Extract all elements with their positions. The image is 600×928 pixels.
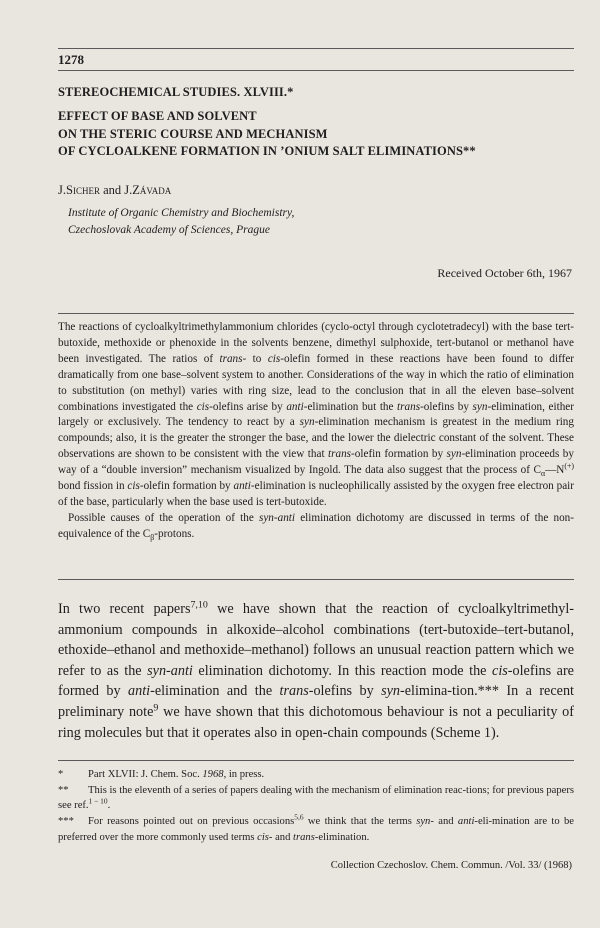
authors bbox=[58, 183, 171, 198]
footnote-mark: * bbox=[58, 769, 64, 780]
affiliation bbox=[68, 205, 294, 239]
article-title bbox=[58, 108, 578, 161]
affiliation-line: Institute of Organic Chemistry and Biochemistry, bbox=[68, 207, 295, 219]
top-rule bbox=[58, 48, 574, 49]
journal-footer: Collection Czechoslov. Chem. Commun. /Vol. 33/ (1968) bbox=[330, 860, 572, 871]
abstract bbox=[58, 320, 574, 543]
author-connector: and bbox=[99, 183, 125, 197]
abstract-top-rule bbox=[58, 313, 574, 314]
page-number: 1278 bbox=[58, 52, 84, 67]
header-rule bbox=[58, 70, 574, 71]
affiliation-line: Czechoslovak Academy of Sciences, Prague bbox=[68, 224, 270, 236]
footnote: *** For reasons pointed out on previous occasions$^{5,6}$ we think that the terms syn- and anti-eli-mination are to be preferred over the more commonly used terms cis- and trans-elimination. bbox=[58, 812, 574, 843]
abstract-paragraph: Possible causes of the operation of the syn-anti elimination dichotomy are discussed in terms of the non-equivalence of the $C_\beta$-protons. bbox=[58, 511, 575, 543]
footnote-rule bbox=[58, 760, 574, 761]
abstract-paragraph: The reactions of cycloalkyltrimethylammonium chlorides (cyclo-octyl through cyclotetradecyl) with the base tert-butoxide, methoxide or phenoxide in the solvents benzene, dimethyl sulphoxide, tert-butanol or methanol have been investigated. The ratios of trans- to cis-olefin formed in these reactions have been found to differ dramatically from one base–solvent system to another. Considerations of the way in which the ratio of elimination to substitution (on methyl) varies with ring size, lead to the conclusion that in all the eleven base–solvent combinations investigated the cis-olefins arise by anti-elimination but the trans-olefins by syn-elimination, either largely or exclusively. The tendency to react by a syn-elimination mechanism is greatest in the medium ring compounds; also, it is the greater the stronger the base, and the lower the dielectric constant of the solvent. These observations are shown to be consistent with the view that trans-olefin formation by syn-elimination proceeds by way of a “double inversion” mechanism visualized by Ingold. The data also suggest that the process of $C_\alpha—N^{(+)}$ bond fission in cis-olefin formation by anti-elimination is nucleophilically assisted by the oxygen free electron pair of the base, particularly when the base used is tert-butoxide. bbox=[58, 321, 575, 508]
author-surname: Sicher bbox=[66, 183, 100, 197]
title-line: EFFECT OF BASE AND SOLVENT bbox=[58, 109, 257, 123]
series-title: STEREOCHEMICAL STUDIES. XLVIII.* bbox=[58, 85, 294, 99]
footnotes bbox=[58, 767, 574, 846]
body-paragraph: In two recent papers$^{7,10}$ we have shown that the reaction of cycloalkyltrimethyl-ammonium compounds in alkoxide–alcohol combinations (tert-butoxide–tert-butanol, ethoxide–ethanol and methoxide–methanol) follows an unusual reaction pattern which we refer to as the syn-anti elimination dichotomy. In this reaction mode the cis-olefins are formed by anti-elimination and the trans-olefins by syn-elimina-tion.*** In a recent preliminary note$^9$ we have shown that this dichotomous behaviour is not a peculiarity of ring molecules but that it operates also in open-chain compounds (Scheme 1). bbox=[58, 599, 574, 741]
received-date: Received October 6th, 1967 bbox=[437, 266, 572, 280]
body-text bbox=[58, 599, 574, 743]
abstract-bottom-rule bbox=[58, 579, 574, 580]
author-initial: J. bbox=[58, 183, 66, 197]
author-initial: J. bbox=[124, 183, 133, 197]
footnote: ** This is the eleventh of a series of papers dealing with the mechanism of elimination reac-tions; for previous papers see ref.$^{1 - 10}$. bbox=[58, 784, 574, 812]
footnote-mark: ** bbox=[58, 784, 69, 796]
title-line: ON THE STERIC COURSE AND MECHANISM bbox=[58, 126, 328, 141]
author-surname: Závada bbox=[132, 183, 172, 197]
footnote-mark: *** bbox=[58, 816, 74, 828]
footnote: * Part XLVII: J. Chem. Soc. 1968, in press. bbox=[58, 767, 574, 783]
title-line: OF CYCLOALKENE FORMATION IN ’ONIUM SALT ELIMINATIONS** bbox=[58, 144, 476, 158]
